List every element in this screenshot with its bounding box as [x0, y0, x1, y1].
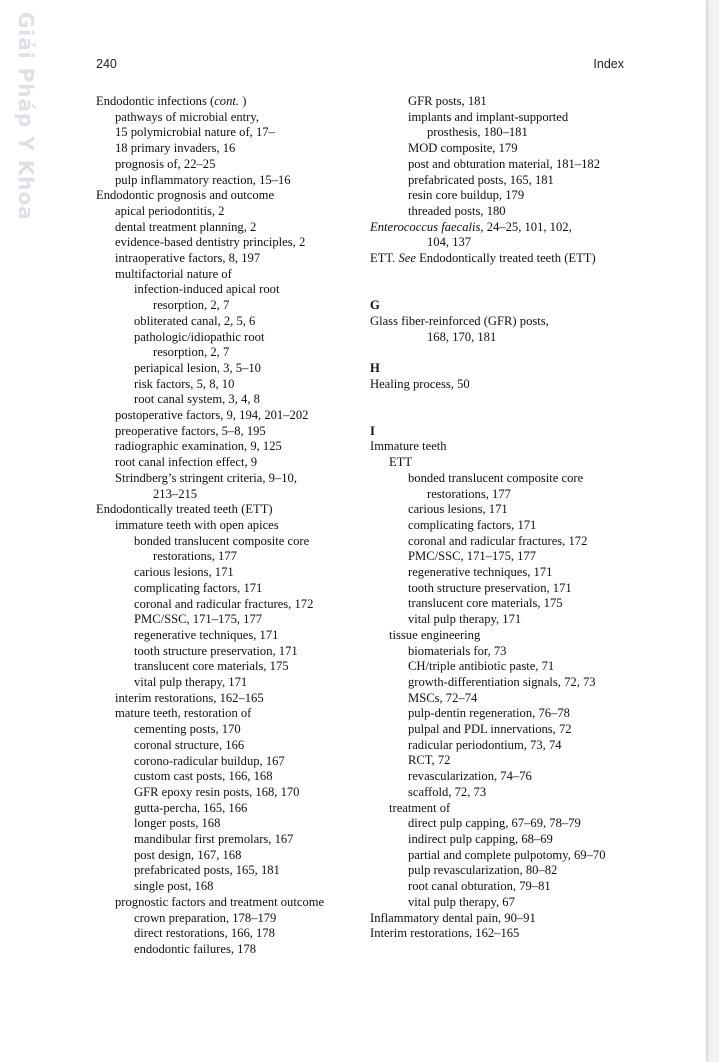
index-subentry: risk factors, 5, 8, 10 [134, 376, 235, 391]
index-column-left [96, 94, 366, 958]
index-subentry: prosthesis, 180–181 [427, 125, 528, 140]
index-subentry: implants and implant-supported [408, 109, 569, 124]
index-subentry: pulp inflammatory reaction, 15–16 [115, 172, 291, 187]
index-subentry: treatment of [389, 800, 451, 815]
index-subentry: restorations, 177 [153, 549, 237, 564]
index-subentry: complicating factors, 171 [408, 517, 537, 532]
index-subentry: vital pulp therapy, 171 [408, 612, 522, 627]
section-gap [370, 267, 640, 298]
index-subentry: pulp-dentin regeneration, 76–78 [408, 706, 570, 721]
index-entry: Inflammatory dental pain, 90–91 [370, 910, 536, 925]
index-subentry: pathways of microbial entry, [115, 109, 259, 124]
index-subentry: single post, 168 [134, 879, 214, 894]
index-subentry: endodontic failures, 178 [134, 941, 257, 956]
section-gap [370, 392, 640, 423]
index-letter-heading: I [370, 423, 375, 438]
index-entry: ETT. See Endodontically treated teeth (ETT) [370, 251, 596, 266]
index-subentry: resin core buildup, 179 [408, 188, 525, 203]
index-subentry: vital pulp therapy, 67 [408, 894, 515, 909]
index-subentry: coronal structure, 166 [134, 737, 245, 752]
index-subentry: tooth structure preservation, 171 [134, 643, 298, 658]
index-entry: Interim restorations, 162–165 [370, 926, 520, 941]
watermark-text: Giải Pháp Y Khoa [14, 12, 38, 221]
index-subentry: prognostic factors and treatment outcome [115, 894, 325, 909]
index-entry: Endodontic infections (cont. ) [96, 94, 247, 108]
index-subentry: gutta-percha, 165, 166 [134, 800, 248, 815]
index-subentry: prefabricated posts, 165, 181 [408, 172, 554, 187]
index-subentry: direct restorations, 166, 178 [134, 926, 275, 941]
index-subentry: coronal and radicular fractures, 172 [134, 596, 314, 611]
index-subentry: intraoperative factors, 8, 197 [115, 251, 261, 266]
index-subentry: biomaterials for, 73 [408, 643, 507, 658]
index-subentry: longer posts, 168 [134, 816, 221, 831]
index-subentry: growth-differentiation signals, 72, 73 [408, 674, 596, 689]
index-subentry: GFR epoxy resin posts, 168, 170 [134, 784, 300, 799]
index-subentry: tissue engineering [389, 627, 481, 642]
index-subentry: RCT, 72 [408, 753, 451, 768]
index-entry: Immature teeth [370, 439, 447, 454]
index-subentry: restorations, 177 [427, 486, 511, 501]
index-subentry: PMC/SSC, 171–175, 177 [134, 612, 263, 627]
index-subentry: evidence-based dentistry principles, 2 [115, 235, 306, 250]
index-subentry: regenerative techniques, 171 [408, 565, 553, 580]
index-subentry: root canal system, 3, 4, 8 [134, 392, 260, 407]
index-subentry: dental treatment planning, 2 [115, 219, 257, 234]
index-subentry: obliterated canal, 2, 5, 6 [134, 313, 256, 328]
index-entry: Enterococcus faecalis, 24–25, 101, 102, [370, 219, 572, 234]
index-subentry: direct pulp capping, 67–69, 78–79 [408, 816, 581, 831]
index-subentry: revascularization, 74–76 [408, 769, 532, 784]
index-subentry: ETT [389, 455, 413, 470]
index-subentry: pulp revascularization, 80–82 [408, 863, 558, 878]
index-subentry: immature teeth with open apices [115, 517, 279, 532]
index-subentry: bonded translucent composite core [408, 470, 584, 485]
index-subentry: CH/triple antibiotic paste, 71 [408, 659, 555, 674]
index-subentry: 168, 170, 181 [427, 329, 497, 344]
index-subentry: post and obturation material, 181–182 [408, 156, 601, 171]
index-subentry: post design, 167, 168 [134, 847, 242, 862]
index-subentry: crown preparation, 178–179 [134, 910, 277, 925]
index-subentry: prognosis of, 22–25 [115, 156, 216, 171]
index-subentry: translucent core materials, 175 [134, 659, 289, 674]
index-subentry: apical periodontitis, 2 [115, 203, 225, 218]
index-letter-heading: H [370, 360, 380, 375]
index-subentry: root canal infection effect, 9 [115, 455, 258, 470]
index-subentry: complicating factors, 171 [134, 580, 263, 595]
index-subentry: vital pulp therapy, 171 [134, 675, 248, 690]
index-letter-heading: G [370, 298, 380, 313]
index-subentry: regenerative techniques, 171 [134, 627, 279, 642]
index-subentry: periapical lesion, 3, 5–10 [134, 360, 261, 375]
index-entry: Endodontic prognosis and outcome [96, 188, 275, 203]
index-column-right [370, 94, 640, 942]
index-subentry: mandibular first premolars, 167 [134, 832, 294, 847]
index-subentry: preoperative factors, 5–8, 195 [115, 423, 266, 438]
index-subentry: pathologic/idiopathic root [134, 329, 265, 344]
index-subentry: translucent core materials, 175 [408, 596, 563, 611]
index-subentry: pulpal and PDL innervations, 72 [408, 722, 572, 737]
index-subentry: mature teeth, restoration of [115, 706, 252, 721]
running-head: Index [593, 57, 624, 71]
index-subentry: custom cast posts, 166, 168 [134, 769, 273, 784]
index-subentry: multifactorial nature of [115, 266, 232, 281]
index-subentry: GFR posts, 181 [408, 94, 487, 108]
index-subentry: coronal and radicular fractures, 172 [408, 533, 588, 548]
page-header [96, 57, 624, 71]
index-entry: Endodontically treated teeth (ETT) [96, 502, 273, 517]
index-subentry: cementing posts, 170 [134, 722, 241, 737]
index-subentry: PMC/SSC, 171–175, 177 [408, 549, 537, 564]
index-subentry: radicular periodontium, 73, 74 [408, 737, 562, 752]
index-subentry: 104, 137 [427, 235, 472, 250]
index-subentry: carious lesions, 171 [134, 565, 234, 580]
index-subentry: 15 polymicrobial nature of, 17– [115, 125, 275, 140]
index-subentry: postoperative factors, 9, 194, 201–202 [115, 408, 309, 423]
index-subentry: radiographic examination, 9, 125 [115, 439, 282, 454]
page-number: 240 [96, 57, 117, 71]
index-subentry: indirect pulp capping, 68–69 [408, 832, 553, 846]
index-subentry: carious lesions, 171 [408, 502, 508, 517]
index-subentry: partial and complete pulpotomy, 69–70 [408, 847, 606, 862]
index-subentry: root canal obturation, 79–81 [408, 879, 551, 894]
index-subentry: interim restorations, 162–165 [115, 690, 264, 705]
index-subentry: MOD composite, 179 [408, 141, 518, 156]
section-gap [370, 345, 640, 361]
index-subentry: bonded translucent composite core [134, 533, 310, 548]
index-subentry: 18 primary invaders, 16 [115, 141, 236, 156]
index-subentry: MSCs, 72–74 [408, 690, 478, 705]
index-subentry: 213–215 [153, 486, 198, 501]
index-subentry: tooth structure preservation, 171 [408, 580, 572, 595]
index-subentry: resorption, 2, 7 [153, 298, 230, 313]
index-subentry: infection-induced apical root [134, 282, 280, 297]
index-subentry: resorption, 2, 7 [153, 345, 230, 360]
index-subentry: threaded posts, 180 [408, 203, 506, 218]
index-subentry: scaffold, 72, 73 [408, 784, 487, 799]
index-entry: Glass fiber-reinforced (GFR) posts, [370, 313, 549, 328]
index-subentry: corono-radicular buildup, 167 [134, 753, 285, 768]
index-subentry: Strindberg’s stringent criteria, 9–10, [115, 470, 297, 485]
index-subentry: prefabricated posts, 165, 181 [134, 863, 280, 878]
index-entry: Healing process, 50 [370, 376, 470, 391]
